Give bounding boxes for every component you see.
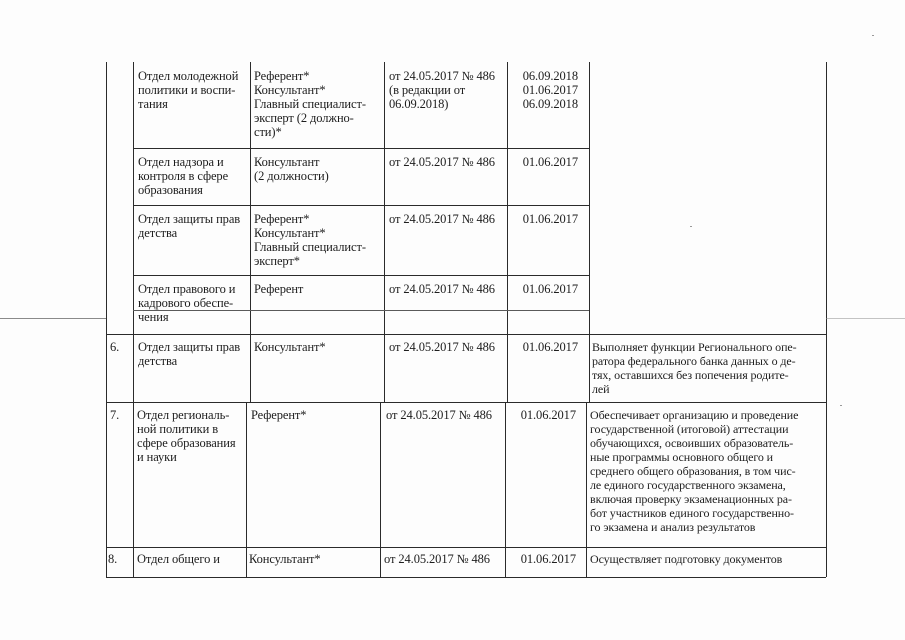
date-cell: 01.06.2017 (520, 552, 576, 566)
position-cell: Консультант (2 должности) (254, 155, 329, 183)
column-divider-date (586, 402, 587, 577)
column-divider-position (384, 62, 385, 402)
column-divider-position (380, 402, 381, 577)
scan-speck (872, 35, 874, 36)
note-cell: Осуществляет подготовку документов (590, 552, 783, 566)
row-divider (106, 334, 826, 335)
row-divider (106, 547, 826, 548)
column-divider-dept (250, 62, 251, 402)
order-cell: от 24.05.2017 № 486 (389, 282, 495, 296)
column-divider-order (505, 402, 506, 577)
scan-speck (690, 226, 692, 227)
scan-speck (840, 405, 842, 406)
column-divider-num (133, 62, 134, 577)
row-divider (133, 275, 589, 276)
table-border-bottom (106, 577, 826, 578)
row-divider (133, 205, 589, 206)
date-cell: 01.06.2017 (522, 155, 578, 169)
order-cell: от 24.05.2017 № 486 (386, 408, 492, 422)
department-cell: Отдел надзора и контроля в сфере образования (138, 155, 229, 197)
scan-artifact-line (826, 318, 905, 319)
date-cell: 06.09.2018 01.06.2017 06.09.2018 (522, 69, 578, 111)
column-divider-order (507, 62, 508, 402)
row-divider (133, 148, 589, 149)
scan-artifact-line (0, 318, 106, 319)
date-cell: 01.06.2017 (520, 408, 576, 422)
order-cell: от 24.05.2017 № 486 (389, 212, 495, 226)
order-cell: от 24.05.2017 № 486 (384, 552, 490, 566)
column-divider-note (826, 62, 827, 577)
column-divider-date (589, 62, 590, 402)
order-cell: от 24.05.2017 № 486 (389, 340, 495, 354)
date-cell: 01.06.2017 (522, 340, 578, 354)
row-number-cell: 8. (108, 552, 118, 566)
position-cell: Консультант* (249, 552, 321, 566)
note-cell: Обеспечивает организацию и проведение государственной (итоговой) аттестации обучающихся, освоивших образователь- ные программы основного общего и среднего общего образования, в том чис- ле единого государственного экзамена, включая проверку экзаменационных ра- бот участников единого государственно- го экзамена и анализ результатов (590, 408, 799, 534)
note-cell: Выполняет функции Регионального опе- ратора федерального банка данных о де- тях, оставшихся без попечения родите- лей (592, 340, 797, 396)
position-cell: Референт* Консультант* Главный специалист- эксперт (2 должно- сти)* (254, 69, 366, 139)
position-cell: Референт* (251, 408, 307, 422)
department-cell: Отдел защиты прав детства (138, 340, 241, 368)
position-cell: Референт* Консультант* Главный специалист- эксперт* (254, 212, 366, 268)
position-cell: Референт (254, 282, 304, 296)
department-cell: Отдел региональ- ной политики в сфере образования и науки (137, 408, 236, 464)
order-cell: от 24.05.2017 № 486 (в редакции от 06.09.2018) (389, 69, 495, 111)
table-border-left (106, 62, 107, 577)
row-divider (106, 402, 826, 403)
row-number-cell: 7. (110, 408, 120, 422)
department-cell: Отдел общего и (137, 552, 220, 566)
date-cell: 01.06.2017 (522, 212, 578, 226)
department-cell: Отдел молодежной политики и воспи- тания (138, 69, 239, 111)
department-cell: Отдел правового и кадрового обеспе- чения (138, 282, 236, 324)
column-divider-dept (246, 402, 247, 577)
row-number-cell: 6. (110, 340, 120, 354)
department-cell: Отдел защиты прав детства (138, 212, 241, 240)
order-cell: от 24.05.2017 № 486 (389, 155, 495, 169)
date-cell: 01.06.2017 (522, 282, 578, 296)
position-cell: Консультант* (254, 340, 326, 354)
